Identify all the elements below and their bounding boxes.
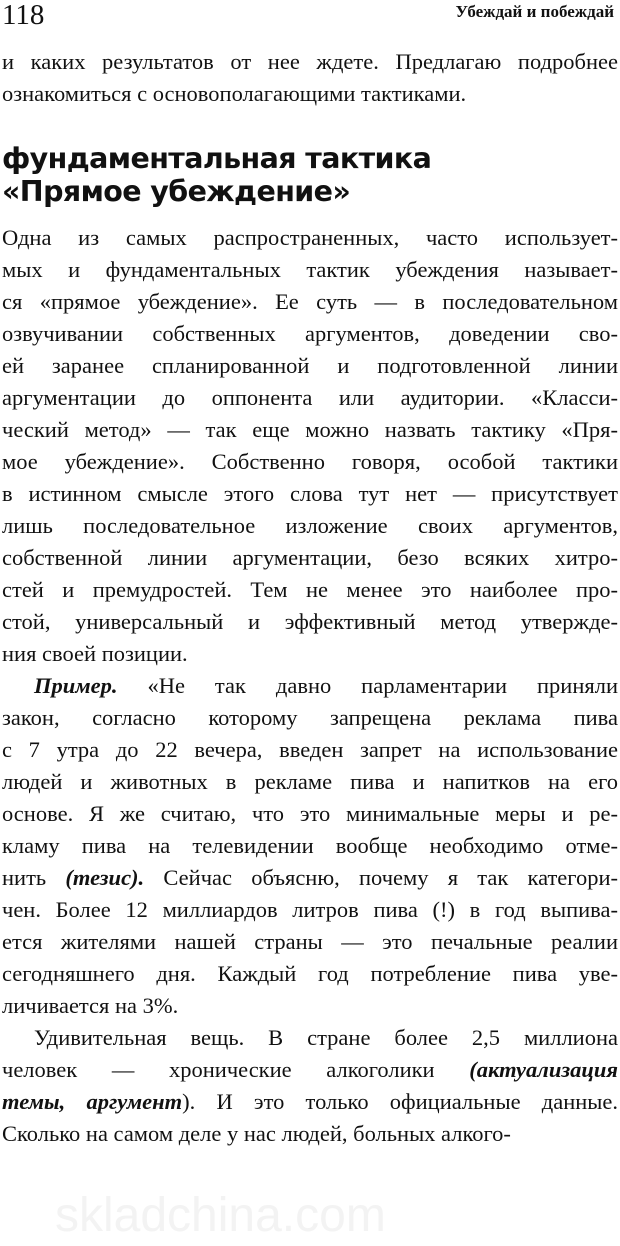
page-number: 118: [2, 0, 45, 31]
text-span: ). И это только официальные данные.: [182, 1089, 619, 1114]
text-line: [2, 478, 618, 510]
text-span: «Не так давно парламентарии приняли: [117, 673, 618, 698]
text-span: людей и животных в рекламе пива и напитков на его: [2, 769, 618, 794]
text-span: закон, согласно которому запрещена реклама пива: [2, 705, 618, 730]
text-line: [2, 1022, 618, 1054]
text-line: [2, 734, 618, 766]
text-line: [2, 78, 618, 110]
text-span: стей и премудростей. Тем не менее это наиболее про-: [2, 577, 618, 602]
text-line: [2, 510, 618, 542]
text-line: [2, 1054, 618, 1086]
text-line: [2, 1086, 618, 1118]
text-line: [2, 46, 618, 78]
text-line: [2, 446, 618, 478]
text-line: [2, 638, 618, 670]
text-span: Одна из самых распространенных, часто использует-: [2, 225, 618, 250]
text-line: [2, 350, 618, 382]
text-span: ческий метод» — так еще можно назвать тактику «Пря-: [2, 417, 618, 442]
text-span: ся «прямое убеждение». Ее суть — в последовательном: [2, 289, 618, 314]
text-span: ется жителями нашей страны — это печальные реалии: [2, 929, 618, 954]
text-span: и каких результатов от нее ждете. Предлагаю подробнее: [2, 49, 618, 74]
text-span: личивается на 3%.: [2, 993, 179, 1018]
text-line: [2, 830, 618, 862]
text-line: [2, 766, 618, 798]
text-span: основе. Я же считаю, что это минимальные меры и ре-: [2, 801, 618, 826]
section-heading: [2, 142, 431, 208]
text-span: озвучивании собственных аргументов, доведении сво-: [2, 321, 618, 346]
body-text: [2, 222, 618, 1150]
text-line: [2, 1118, 618, 1150]
text-span: кламу пива на телевидении вообще необходимо отме-: [2, 833, 618, 858]
text-line: [2, 702, 618, 734]
text-line: [2, 414, 618, 446]
text-span: Сколько на самом деле у нас людей, больных алкого-: [2, 1121, 511, 1146]
intro-paragraph: [2, 46, 618, 110]
emphasis-text: темы, аргумент: [2, 1089, 183, 1114]
text-line: [2, 286, 618, 318]
text-line: [2, 926, 618, 958]
text-line: [2, 670, 618, 702]
text-span: человек — хронические алкоголики: [2, 1057, 470, 1082]
text-span: чен. Более 12 миллиардов литров пива (!) в год выпива-: [2, 897, 618, 922]
text-line: [2, 574, 618, 606]
text-span: Сейчас объясню, почему я так категори-: [144, 865, 618, 890]
text-line: [2, 542, 618, 574]
running-title: Убеждай и побеждай: [455, 2, 614, 21]
text-line: [2, 862, 618, 894]
text-span: нить: [2, 865, 66, 890]
text-line: [2, 894, 618, 926]
text-line: [2, 382, 618, 414]
text-span: мых и фундаментальных тактик убеждения называет-: [2, 257, 618, 282]
text-span: ния своей позиции.: [2, 641, 188, 666]
text-span: ей заранее спланированной и подготовленной линии: [2, 353, 618, 378]
text-span: стой, универсальный и эффективный метод утвержде-: [2, 609, 618, 634]
emphasis-text: (тезис).: [65, 865, 145, 890]
text-line: [2, 254, 618, 286]
heading-line-1: фундаментальная тактика: [2, 142, 432, 175]
text-span: с 7 утра до 22 вечера, введен запрет на использование: [2, 737, 618, 762]
text-span: лишь последовательное изложение своих аргументов,: [2, 513, 618, 538]
text-line: [2, 606, 618, 638]
text-span: Удивительная вещь. В стране более 2,5 миллиона: [34, 1025, 618, 1050]
text-line: [2, 990, 618, 1022]
text-line: [2, 798, 618, 830]
heading-line-2: «Прямое убеждение»: [2, 175, 351, 208]
text-span: собственной линии аргументации, безо всяких хитро-: [2, 545, 618, 570]
text-span: в истинном смысле этого слова тут нет — присутствует: [2, 481, 618, 506]
watermark: skladchina.com: [55, 1189, 386, 1242]
text-line: [2, 318, 618, 350]
text-line: [2, 958, 618, 990]
text-span: аргументации до оппонента или аудитории. «Класси-: [2, 385, 618, 410]
text-span: мое убеждение». Собственно говоря, особой тактики: [2, 449, 618, 474]
text-span: сегодняшнего дня. Каждый год потребление пива уве-: [2, 961, 618, 986]
emphasis-text: (актуализация: [469, 1057, 618, 1082]
text-span: ознакомиться с основополагающими тактиками.: [2, 81, 467, 106]
text-line: [2, 222, 618, 254]
emphasis-text: Пример.: [34, 673, 118, 698]
